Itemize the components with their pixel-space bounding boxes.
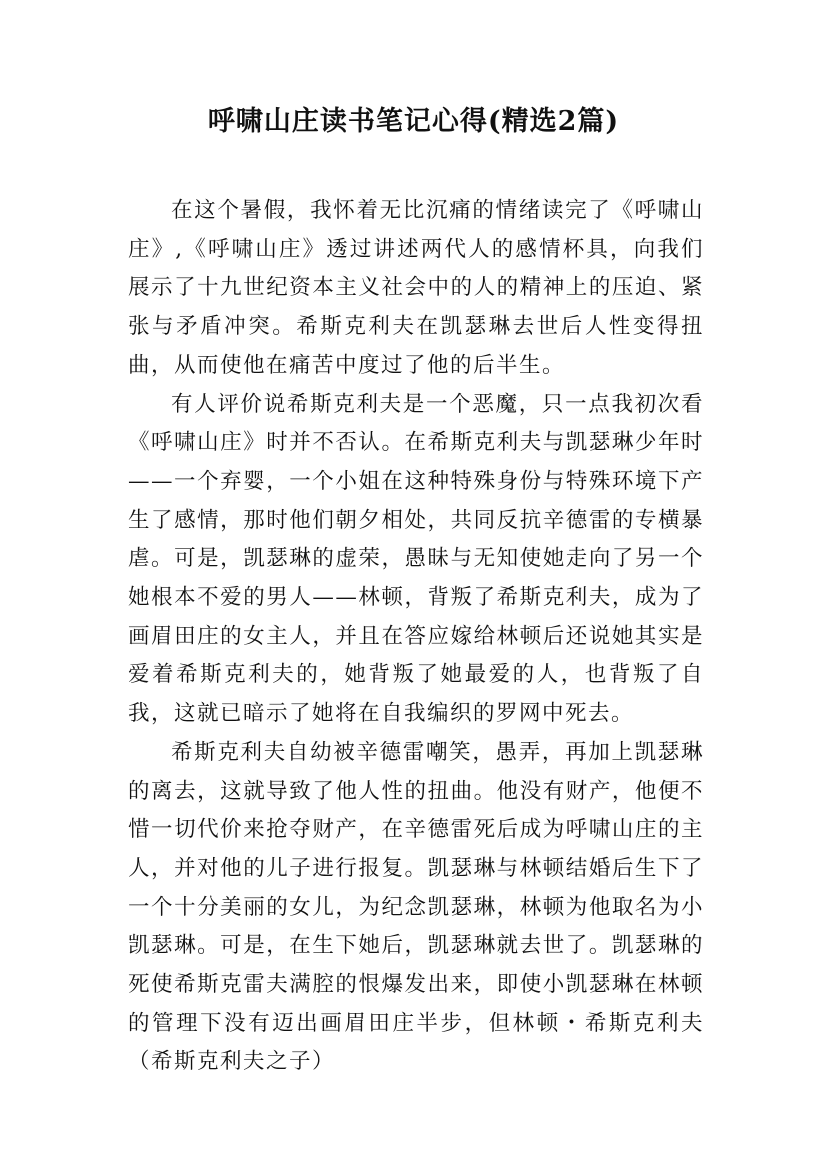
paragraph: 有人评价说希斯克利夫是一个恶魔，只一点我初次看《呼啸山庄》时并不否认。在希斯克利夫与凯瑟琳少年时——一个弃婴，一个小姐在这种特殊身份与特殊环境下产生了感情，那时他们朝夕相处，共同反抗辛德雷的专横暴虐。可是，凯瑟琳的虚荣，愚昧与无知使她走向了另一个她根本不爱的男人——林顿，背叛了希斯克利夫，成为了画眉田庄的女主人，并且在答应嫁给林顿后还说她其实是爱着希斯克利夫的，她背叛了她最爱的人，也背叛了自我，这就已暗示了她将在自我编织的罗网中死去。 [128,391,704,727]
document-title: 呼啸山庄读书笔记心得(精选2篇) [207,106,620,137]
document-body [128,192,704,1082]
paragraph: 希斯克利夫自幼被辛德雷嘲笑，愚弄，再加上凯瑟琳的离去，这就导致了他人性的扭曲。他没有财产，他便不惜一切代价来抢夺财产，在辛德雷死后成为呼啸山庄的主人，并对他的儿子进行报复。凯瑟琳与林顿结婚后生下了一个十分美丽的女儿，为纪念凯瑟琳，林顿为他取名为小凯瑟琳。可是，在生下她后，凯瑟琳就去世了。凯瑟琳的死使希斯克雷夫满腔的恨爆发出来，即使小凯瑟琳在林顿的管理下没有迈出画眉田庄半步，但林顿・希斯克利夫（希斯克利夫之子） [128,739,704,1075]
paragraph: 在这个暑假，我怀着无比沉痛的情绪读完了《呼啸山庄》,《呼啸山庄》透过讲述两代人的感情杯具，向我们展示了十九世纪资本主义社会中的人的精神上的压迫、紧张与矛盾冲突。希斯克利夫在凯瑟琳去世后人性变得扭曲，从而使他在痛苦中度过了他的后半生。 [128,198,704,378]
